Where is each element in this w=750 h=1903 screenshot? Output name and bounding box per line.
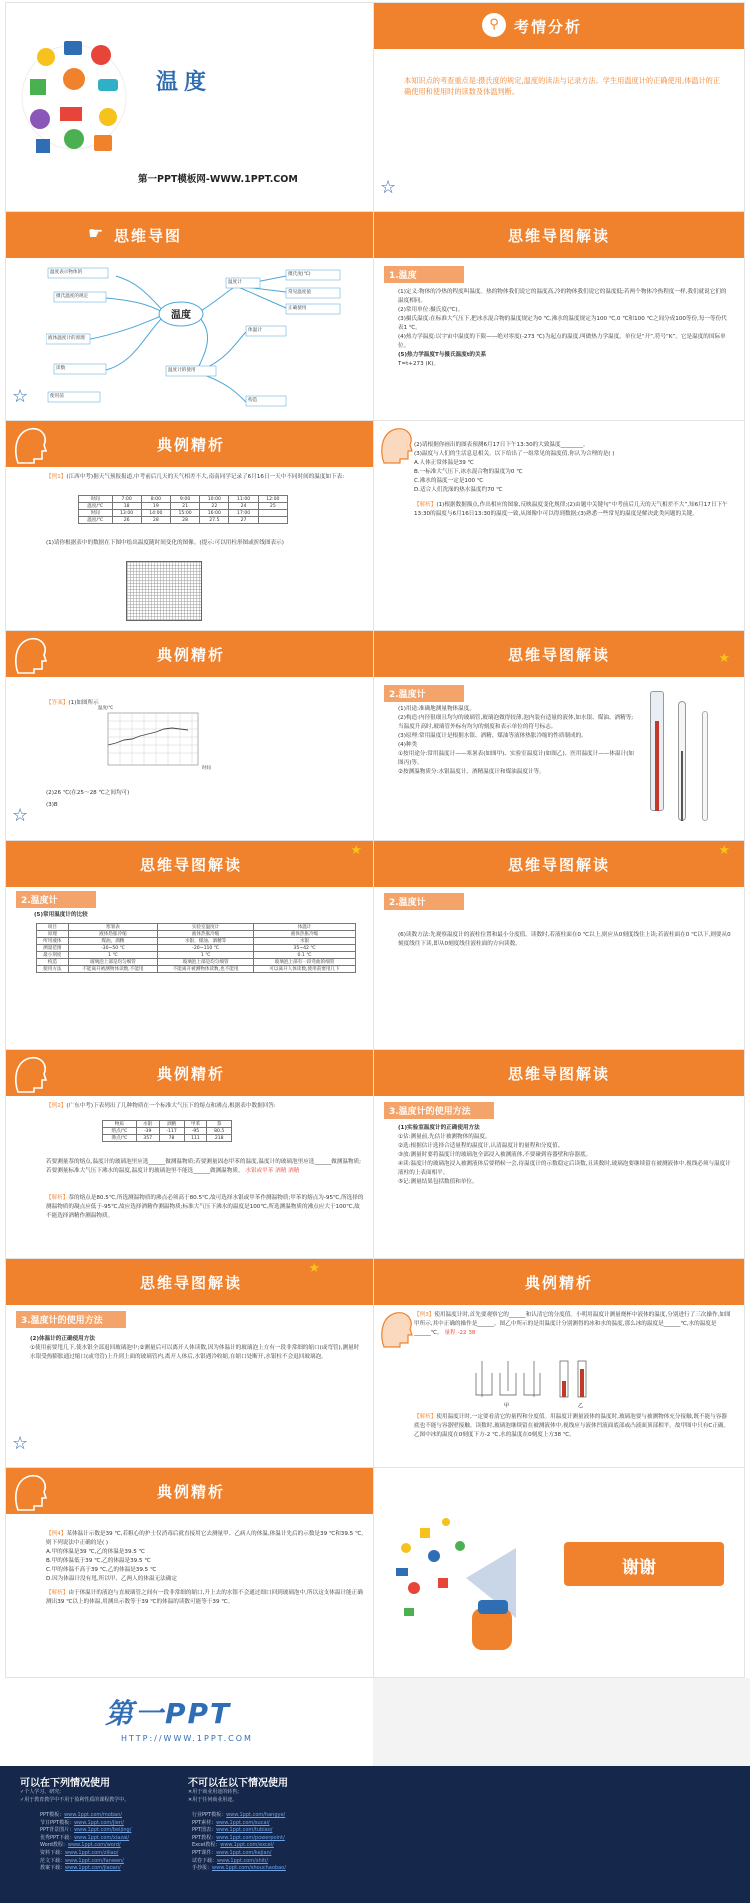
star-icon: ☆ [12, 805, 29, 826]
text-line: T=t+273 (K)。 [398, 361, 440, 367]
slide-title: 典例精析 [156, 1065, 225, 1083]
brand-area [5, 1678, 377, 1766]
header-bar [6, 421, 376, 467]
header-bar [6, 631, 376, 677]
mind-map-node-right-5: 体温计 [248, 328, 262, 333]
option-d: D.适合人们洗澡的热水温度约70 ℃ [414, 487, 503, 493]
mind-map-node-right-6: 构造 [248, 398, 258, 403]
header-bar [374, 212, 744, 258]
slide-title: 思维导图 [114, 227, 183, 245]
thermometer-illustration [640, 691, 730, 831]
license-footer [0, 1766, 750, 1903]
slide-title: 思维导图解读 [139, 1274, 242, 1292]
slide-example-1-answer[interactable] [5, 630, 377, 841]
head-profile-icon [376, 423, 416, 465]
empty-panel [373, 1678, 750, 1766]
star-icon: ★ [718, 843, 730, 858]
link[interactable]: www.1ppt.com/fanwen/ [65, 1857, 124, 1864]
header-bar [6, 1050, 376, 1096]
thank-you-text: 谢谢 [622, 1558, 656, 1578]
links-left: PPT模板：www.1ppt.com/moban/ 节日PPT模板：www.1ppt.com/jieri/ PPT背景图片：www.1ppt.com/beijing/ 优秀PPT下载：www.1ppt.com/xiazai/ Word教程：www.1ppt.com/word/ 资料下载：www.1ppt.com/ziliao/ 范文下载：www.1ppt.com/fanwen/ 教案下载：www.1ppt.com/jiaoan/ [40, 1812, 132, 1872]
allowed-line-1: ✓个人学习、研究; [20, 1789, 61, 1795]
link[interactable]: www.1ppt.com/ziliao/ [65, 1849, 119, 1856]
mind-map-node-left-3: 读数 [56, 366, 66, 371]
link[interactable]: www.1ppt.com/hangye/ [226, 1812, 286, 1818]
header-bar [374, 1259, 744, 1305]
answer-line-3: (3)B [46, 802, 58, 808]
slide-title: 思维导图解读 [507, 856, 610, 874]
slide-example-4[interactable] [5, 1467, 377, 1678]
mind-map-node-right-0: 温度计 [228, 280, 242, 285]
answer-fill-2: 酒精 [275, 1168, 287, 1174]
slide-title: 典例精析 [524, 1274, 593, 1292]
analysis-tag: 【解析】 [414, 502, 437, 508]
sub-title: (5)常用温度计的比较 [34, 912, 88, 918]
header-bar [6, 1259, 376, 1305]
slide-example-3[interactable] [373, 1258, 745, 1469]
text-line: (2)常用单位:摄氏度(℃)。 [398, 307, 464, 313]
slide-title: 思维导图解读 [507, 646, 610, 664]
header-bar [374, 1050, 744, 1096]
star-icon: ★ [350, 843, 362, 858]
text-line: (5)热力学温度T与摄氏温度t的关系 [398, 352, 487, 358]
mind-map-node-left-4: 使用前 [50, 394, 64, 399]
slide-exam-analysis[interactable] [373, 2, 745, 213]
link[interactable]: www.1ppt.com/word/ [67, 1842, 121, 1849]
content-block [414, 441, 732, 519]
beaker-thermometer-figure [470, 1357, 600, 1401]
temperature-table: 时间 7:00 8:00 9:00 10:00 11:00 12:00 温度/℃ 18 19 21 22 24 25 时间 13:00 14:00 15:00 16:00 17:00 温度/℃ 26 28 28 27.5 27 [78, 495, 288, 524]
answer-fill-3: 38 [468, 1330, 476, 1336]
megaphone-illustration [386, 1508, 536, 1658]
link[interactable]: www.1ppt.com/sucai/ [216, 1819, 270, 1826]
slide-title: 思维导图解读 [507, 1065, 610, 1083]
link[interactable]: www.1ppt.com/beijing/ [74, 1827, 132, 1834]
link[interactable]: www.1ppt.com/xiazai/ [74, 1834, 130, 1841]
sub-question: (1)请你根据表中的数据在下图中绘出温度随时间变化的图像。(提示:可以用柱形图或折线图表示) [46, 540, 284, 546]
chart-xlabel: 时间 [202, 766, 211, 771]
mind-map-node-right-3: 常见温度值 [288, 290, 311, 295]
content-block [398, 288, 732, 369]
section-label: 2.温度计 [384, 685, 464, 702]
mind-map-node-right-1: 温度计的使用 [168, 368, 196, 373]
slide-clinical-thermometer[interactable] [5, 1258, 377, 1469]
forbidden-line-2: ✕用于任何商业用途。 [188, 1797, 238, 1803]
star-icon: ★ [718, 651, 730, 666]
magnifier-icon: ⚲ [482, 13, 506, 37]
forbidden-title: 不可以在以下情况使用 [188, 1778, 288, 1789]
mind-map-node-left-2: 液体温度计的原理 [48, 336, 85, 341]
content-block: 【例4】某体温计示数是39 ℃,若粗心的护士仅消毒后就直接用它去测量甲、乙病人的体温,体温计先后的示数是39 ℃和39.5 ℃,则下列说法中正确的是( ) A.甲的体温是39 ℃,乙的体温是39.5 ℃ B.甲的体温低于39 ℃,乙的体温是39.5 ℃ C.甲的体温不高于39 ℃,乙的体温是39.5 ℃ D.因为体温计没有甩,所以甲、乙两人的体温无法确定 【解析】由于体温计的液泡与直玻璃管之间有一段非常细的缩口,升上去的水银不会通过细口回到玻璃泡中,所以这支体温计能正确测出39 ℃以上的体温,用测出示数等于39 ℃的体温的读数可能等于39 ℃。 [46, 1531, 364, 1605]
section-label: 3.温度计的使用方法 [384, 1102, 494, 1119]
section-label: 2.温度计 [384, 893, 464, 910]
reading-text: (6)读数方法:先观察温度计的液柱位置和最小分度值。读数时,若液柱面在0 ℃以上,则应从0刻度线往上读;若液柱面在0 ℃以下,则要从0刻度线往下读,即从0刻度线往液柱面的方向读数。 [398, 932, 731, 947]
header-bar [6, 212, 376, 258]
link[interactable]: www.1ppt.com/jiaoan/ [65, 1865, 121, 1872]
link[interactable]: www.1ppt.com/jieri/ [74, 1819, 124, 1826]
example-question: (江西中考)据天气预报报道,中考前后几天的天气相差不大,南南同学记录了6月16日一天中不同时间的温度如下表: [66, 474, 345, 480]
star-icon: ☆ [12, 386, 29, 407]
comparison-table: 项目 寒暑表 实验室温度计 体温计 原理 液体热胀冷缩 液体热胀冷缩 液体热胀冷缩 所用液体 煤油、酒精 水银、煤油、酒精等 水银 测量范围 -30~50 ℃ -20~110 ℃ 35~42 ℃ 最小刻度 1 ℃ 1 ℃ 0.1 ℃ 构造 玻璃泡上部是均匀细管 玻璃泡上部是均匀细管 玻璃泡上部有一段弯曲的细管 使用方法 不能离开被测物体读数,不能甩 不能离开被测物体读数,也不能甩 可以离开人体读数,使用前要甩几下 [36, 923, 356, 973]
text-line: (1)定义:物体的冷热的程度叫温度。热的物体我们说它的温度高,冷的物体我们说它的温度低;若两个物体冷热程度一样,我们就说它们的温度相同。 [398, 289, 727, 304]
link[interactable]: www.1ppt.com/powerpoint/ [216, 1834, 285, 1841]
link[interactable]: www.1ppt.com/tubiao/ [216, 1827, 273, 1834]
mind-map-center: 温度 [171, 310, 191, 321]
slide-thermometer[interactable] [373, 630, 745, 841]
link[interactable]: www.1ppt.com/shouchaobao/ [212, 1865, 286, 1872]
answer-fill-2: -22 [457, 1330, 467, 1336]
example-question: 【例3】使用温度计时,首先要观察它的______和认清它的分度值。小明用温度计测量烧杯中液体的温度,分别进行了三次操作,如图甲所示,其中正确的操作是______。图乙中所示的是用温度计分别测得的冰和水的温度,那么冰的温度是______℃,水的温度是______℃。 量程 -22 38 [414, 1312, 731, 1336]
answer-line-1: 【答案】(1)如图所示 [46, 700, 99, 706]
question-3: (3)温度与人们的生活息息相关。以下给出了一组常见的温度值,你认为合理的是( ) [414, 451, 615, 457]
allowed-title: 可以在下列情况使用 [20, 1778, 110, 1789]
option-c: C.沸水的温度一定是100 ℃ [414, 478, 484, 484]
slide-title: 典例精析 [156, 436, 225, 454]
link[interactable]: www.1ppt.com/shiti/ [217, 1857, 269, 1864]
answer-fill-1: 量程 [444, 1330, 456, 1336]
section-label: 3.温度计的使用方法 [16, 1311, 126, 1328]
links-right: 行业PPT模板：www.1ppt.com/hangye/ PPT素材：www.1ppt.com/sucai/ PPT图表：www.1ppt.com/tubiao/ PPT教程：www.1ppt.com/powerpoint/ Excel教程：www.1ppt.com/excel/ PPT课件：www.1ppt.com/kejian/ 试卷下载：www.1ppt.com/shiti/ 手抄报：www.1ppt.com/shouchaobao/ [192, 1812, 286, 1872]
mind-map-diagram [46, 262, 346, 420]
link[interactable]: www.1ppt.com/excel/ [220, 1842, 274, 1849]
star-icon: ★ [308, 1261, 320, 1276]
option-b: B.一标准大气压下,冰水混合物的温度为0 ℃ [414, 469, 523, 475]
answer-fill-1: 水银或甲苯 [245, 1168, 274, 1174]
fill-in-text: 若要测量萘的熔点,温度计的玻璃泡里应选______做测温物质;若要测量固态甲苯的温度,温度计的玻璃泡里应选______做测温物质;若要测量标准大气压下沸水的温度,温度计的玻璃泡里不能选______做测温物质。 水银或甲苯 酒精 酒精 [46, 1159, 361, 1174]
analysis-text: (1)根据数据描点,作出相应的图象,反映温度变化规律;(2)由题中关键句“中考前后几天的天气相差不大”,知6月17日下午13:30的温度与6月16日13:30的温度一致,从图像中可以得到数据;(3)熟悉一些常见的温度是解决此类问题的关键。 [414, 502, 728, 517]
brand-url: HTTP://WWW.1PPT.COM [121, 1734, 253, 1743]
slide-title: 考情分析 [514, 18, 583, 36]
text-line: (4)热力学温度:以宇宙中温度的下限——绝对零度(-273 ℃)为起点的温度,叫做热力学温度。单位是“开”,符号“K”。它是温度的国际单位。 [398, 334, 726, 349]
thank-you-banner [564, 1542, 724, 1586]
analysis-block: 【解析】使用温度计时,一定要看清它的量程和分度值。用温度计测量液体的温度时,玻璃泡要与被测物体充分接触,既不能与容器底也不能与容器壁接触。读数时,玻璃泡继续留在被测液体中,视线应与液体凹液面底部或凸液面顶部相平。故甲图中只有C正确。乙图中冰的温度在0刻度下方-2 ℃,水的温度在0刻度上方38 ℃。 [414, 1414, 730, 1438]
content-block: (2)体温计的正确使用方法 ①使用前要甩几下,使水银全部退回玻璃泡中;②测量后可以离开人体读数,因为体温计的玻璃泡上方有一段非常细的缩口(或弯管),测量时水银受热膨胀通过缩口(或弯管)上升到上面的玻璃管内,离开人体后,水银遇冷收缩,在缩口处断开,水银柱不会退回玻璃泡。 [30, 1336, 360, 1360]
mind-map-node-left-1: 摄氏温度的规定 [56, 294, 89, 299]
analysis-block: 【解析】萘的熔点是80.5℃,所选测温物质的沸点必须高于80.5℃,故可选择水银或甲苯作测温物质;甲苯的熔点为-95℃,所选择的测温物质的凝点应低于-95℃,故应选择酒精作测温物质;标准大气压下沸水的温度是100℃,所选测温物质的沸点应大于100℃,故不能选择酒精作测温物质。 [46, 1195, 364, 1219]
slide-example-2[interactable] [5, 1049, 377, 1260]
example-question: 【例2】(广东中考)下表列出了几种物质在一个标准大气压下的熔点和沸点,根据表中数据回答: [46, 1103, 276, 1109]
header-bar [374, 631, 744, 677]
melting-boiling-table: 物质 水银 酒精 甲苯 萘 熔点/℃ -39 -117 -95 80.5 沸点/℃ 357 78 111 218 [102, 1120, 232, 1142]
header-bar [374, 841, 744, 887]
slide-title: 典例精析 [156, 646, 225, 664]
slide-example-1[interactable] [5, 420, 377, 631]
star-icon: ☆ [12, 1433, 29, 1454]
figure-label-a: 甲 [504, 1403, 510, 1409]
header-bar [374, 3, 744, 49]
text-line: (3)摄氏温度:在标准大气压下,把冰水混合物的温度规定为0 ℃,沸水的温度规定为100 ℃,0 ℃和100 ℃之间分成100等份,每一等份代表1 ℃。 [398, 316, 727, 331]
blank-grid [126, 561, 202, 621]
content-block: (1)实验室温度计的正确使用方法 ①估:测量前,先估计被测物体的温度。 ②选:根据估计选择合适量程的温度计,认清温度计的量程和分度值。 ③放:测量时要将温度计的玻璃泡全部浸入被测液体,不要碰到容器壁和容器底。 ④读:温度计的玻璃泡浸入被测液体后要稍候一会,待温度计的示数稳定后读数,且读数时,玻璃泡要继续留在被测液体中,视线必须与温度计液柱的上表面相平。 ⑤记:测量结果包括数值和单位。 [398, 1125, 731, 1185]
answer-line-chart [94, 707, 214, 777]
slide-title: 典例精析 [156, 1483, 225, 1501]
answer-tag: 【答案】 [46, 700, 69, 706]
chart-ylabel: 温度/℃ [98, 706, 114, 711]
slide-temperature-concept[interactable] [373, 211, 745, 422]
pointing-hand-icon: ☛ [88, 224, 104, 244]
slide-mind-map[interactable] [5, 211, 377, 422]
star-icon: ☆ [380, 177, 397, 198]
section-label: 1.温度 [384, 266, 464, 283]
slide-cover[interactable] [5, 2, 377, 213]
link[interactable]: www.1ppt.com/moban/ [64, 1812, 122, 1818]
slide-usage-method[interactable] [373, 1049, 745, 1260]
slide-example-1-continued[interactable] [373, 420, 745, 631]
slide-thank-you[interactable] [373, 1467, 745, 1678]
answer-fill-3: 酒精 [288, 1168, 300, 1174]
slide-title: 思维导图解读 [139, 856, 242, 874]
mind-map-node-right-4: 正确使用 [288, 306, 307, 311]
example-tag: 【例1】 [46, 474, 67, 480]
education-icons-illustration [16, 27, 134, 167]
header-bar [6, 841, 376, 887]
option-a: A.人体正常体温是39 ℃ [414, 460, 474, 466]
head-profile-icon [376, 1307, 416, 1349]
cover-subtitle: 第一PPT模板网-WWW.1PPT.COM [138, 174, 298, 185]
brand-logo: 第一PPT [105, 1697, 232, 1730]
mind-map-node-right-2: 摄氏度(℃) [288, 272, 311, 277]
question-2: (2)请根据你画出的图表预测6月17日下午13:30的大致温度________。 [414, 442, 589, 448]
answer-line-2: (2)26 ℃(在25～28 ℃之间均可) [46, 790, 130, 796]
figure-label-b: 乙 [578, 1403, 584, 1409]
cover-title: 温度 [156, 70, 213, 95]
forbidden-line-1: ✕用于商业用途的转售; [188, 1789, 239, 1795]
section-label: 2.温度计 [16, 891, 96, 908]
exam-analysis-text: 本知识点的考查重点是:摄氏度的规定,温度的读法与记录方法。学生用温度计的正确使用,体温计的正确使用和使用时的读数及体温判断。 [404, 76, 721, 96]
slide-reading-method[interactable] [373, 840, 745, 1051]
content-block: (1)用途:准确地测量物体温度。 (2)构造:内径很细且均匀的玻璃管,玻璃泡做得较薄,泡内装有适量的液体,如水银、煤油、酒精等;当温度升高时,玻璃管外标有均匀的刻度和表示单位的符号标志。 (3)原理:常用温度计是根据水银、酒精、煤油等液体热胀冷缩的性质制成的。 (4)种类 ①按用途分:常用温度计——寒暑表(如图甲)、实验室温度计(如图乙)、医用温度计——体温计(如图丙)等。 ②按测温物质分:水银温度计、酒精温度计和煤油温度计等。 [398, 706, 634, 775]
content-block [46, 473, 364, 482]
mind-map-node-left-0: 温度表示物体的 [50, 270, 83, 275]
slide-title: 思维导图解读 [507, 227, 610, 245]
link[interactable]: www.1ppt.com/kejian/ [216, 1849, 272, 1856]
header-bar [6, 1468, 376, 1514]
slide-thermometer-comparison[interactable] [5, 840, 377, 1051]
allowed-line-2: ✓用于教育教学中不用于盈利性质的课程教学中。 [20, 1797, 130, 1803]
